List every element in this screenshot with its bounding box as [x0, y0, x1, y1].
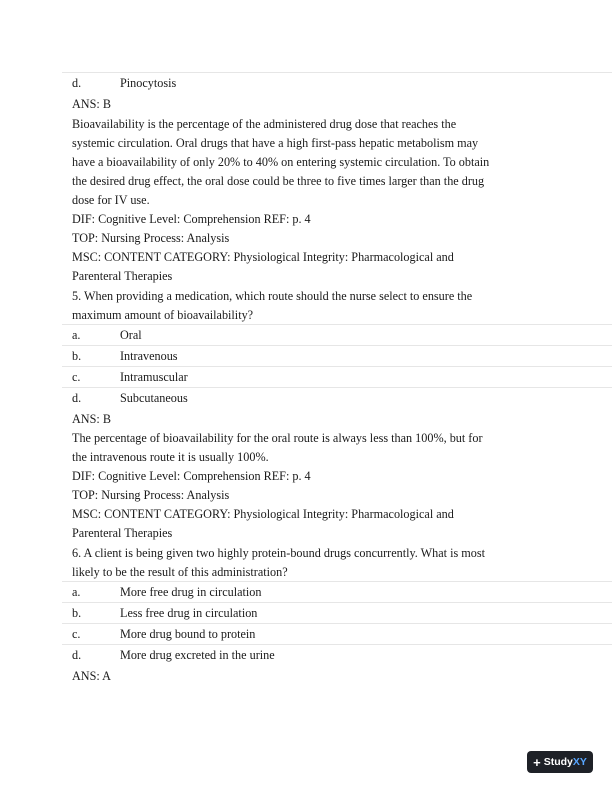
q5-option-d — [62, 387, 612, 409]
q5-rationale-line: The percentage of bioavailability for the oral route is always less than 100%, but for — [72, 431, 483, 445]
option-text: Intramuscular — [120, 370, 188, 384]
q5-top: TOP: Nursing Process: Analysis — [72, 488, 230, 502]
option-text: Subcutaneous — [120, 391, 188, 405]
q6-question-line: likely to be the result of this administration? — [72, 565, 288, 579]
q4-rationale-line: systemic circulation. Oral drugs that have a high first-pass hepatic metabolism may — [72, 136, 479, 150]
option-letter: b. — [72, 349, 82, 363]
q4-answer: ANS: B — [72, 97, 111, 111]
q6-answer: ANS: A — [72, 669, 111, 683]
option-letter: b. — [72, 606, 82, 620]
q5-rationale-line: the intravenous route it is usually 100%. — [72, 450, 269, 464]
plus-icon: + — [533, 754, 541, 770]
option-text: Pinocytosis — [120, 76, 177, 90]
q6-option-a — [62, 581, 612, 603]
q5-question-line: 5. When providing a medication, which route should the nurse select to ensure the — [72, 289, 473, 303]
q6-option-c — [62, 623, 612, 645]
q5-msc-line: Parenteral Therapies — [72, 526, 173, 540]
q4-msc-line: Parenteral Therapies — [72, 269, 173, 283]
q5-option-c — [62, 366, 612, 388]
q6-question-line: 6. A client is being given two highly protein-bound drugs concurrently. What is most — [72, 546, 485, 560]
option-text: Oral — [120, 328, 142, 342]
q4-option-d — [62, 72, 612, 94]
option-text: More drug bound to protein — [120, 627, 256, 641]
q5-answer: ANS: B — [72, 412, 111, 426]
q6-option-b — [62, 602, 612, 624]
option-letter: d. — [72, 648, 82, 662]
q6-option-d — [62, 644, 612, 666]
option-letter: a. — [72, 585, 81, 599]
brand-suffix: XY — [572, 756, 587, 768]
option-letter: a. — [72, 328, 81, 342]
q5-option-b — [62, 345, 612, 367]
option-letter: d. — [72, 76, 82, 90]
option-text: Intravenous — [120, 349, 178, 363]
option-letter: c. — [72, 627, 81, 641]
q4-rationale-line: Bioavailability is the percentage of the administered drug dose that reaches the — [72, 117, 457, 131]
option-text: More drug excreted in the urine — [120, 648, 275, 662]
option-text: More free drug in circulation — [120, 585, 262, 599]
option-text: Less free drug in circulation — [120, 606, 258, 620]
brand-name — [544, 756, 587, 768]
q4-dif: DIF: Cognitive Level: Comprehension REF: p. 4 — [72, 212, 311, 226]
studyxy-badge[interactable] — [527, 751, 593, 773]
q4-rationale-line: the desired drug effect, the oral dose could be three to five times larger than the drug — [72, 174, 485, 188]
option-letter: c. — [72, 370, 81, 384]
q5-option-a — [62, 324, 612, 346]
q4-rationale-line: have a bioavailability of only 20% to 40% on entering systemic circulation. To obtain — [72, 155, 490, 169]
q5-question-line: maximum amount of bioavailability? — [72, 308, 254, 322]
q5-dif: DIF: Cognitive Level: Comprehension REF: p. 4 — [72, 469, 311, 483]
option-letter: d. — [72, 391, 82, 405]
q5-msc-line: MSC: CONTENT CATEGORY: Physiological Integrity: Pharmacological and — [72, 507, 454, 521]
brand-prefix: Study — [543, 756, 573, 768]
q4-msc-line: MSC: CONTENT CATEGORY: Physiological Integrity: Pharmacological and — [72, 250, 454, 264]
q4-top: TOP: Nursing Process: Analysis — [72, 231, 230, 245]
q4-rationale-line: dose for IV use. — [72, 193, 150, 207]
